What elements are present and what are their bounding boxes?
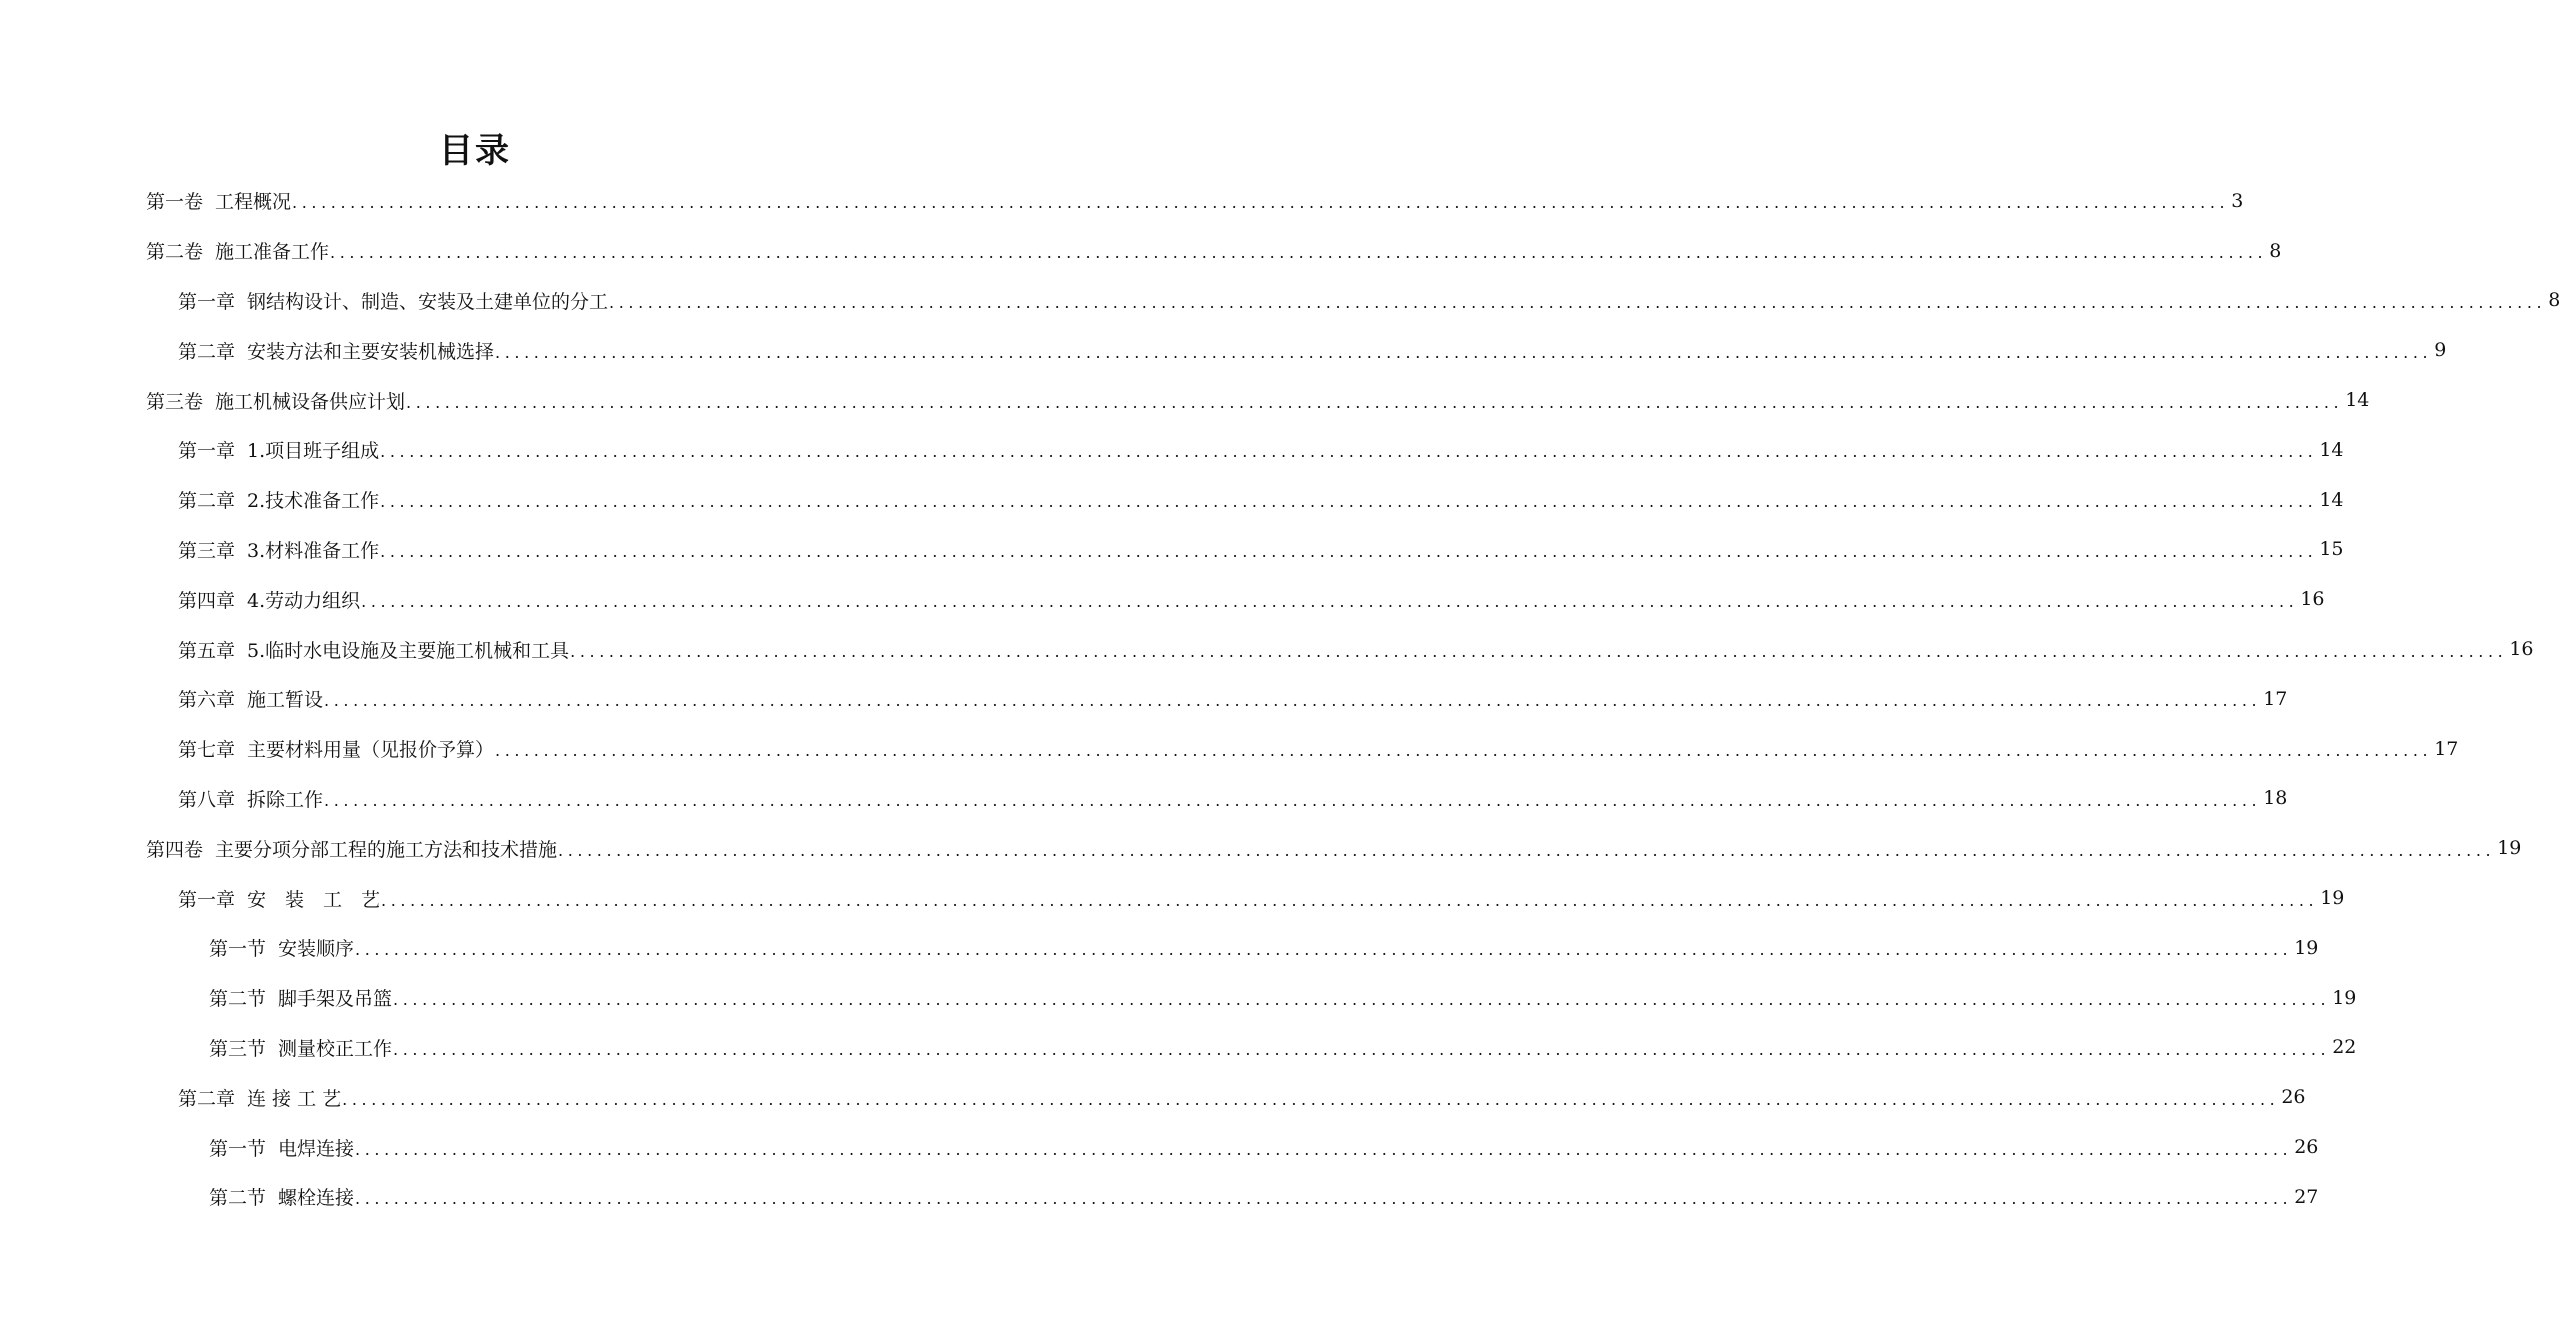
toc-entry-label [209,1034,392,1061]
toc-dot-leader: ........................................................................................................................................................................................................ [381,890,2319,910]
toc-entry-label [146,835,557,862]
toc-dot-leader: ........................................................................................................................................................................................................ [558,840,2496,860]
toc-entry[interactable] [0,873,2345,923]
toc-entry-number: 第二章 [178,490,236,513]
toc-page-number: 8 [2269,239,2282,262]
toc-entry-label [178,735,494,762]
toc-entry-number: 第七章 [178,739,236,762]
toc-entry-number: 第三卷 [146,390,204,413]
toc-page-number: 16 [2300,588,2325,611]
toc-entry-title: 施工准备工作 [215,241,330,264]
toc-page-number: 15 [2319,538,2344,561]
toc-entry-number: 第一章 [178,440,236,463]
toc-entry-label [178,287,608,314]
toc-entry-title: 施工暂设 [247,689,324,712]
toc-entry[interactable] [0,1072,2306,1122]
toc-dot-leader: ........................................................................................................................................................................................................ [361,591,2299,611]
toc-entry-number: 第六章 [178,689,236,712]
toc-entry-label [146,237,329,264]
toc-entry-title: 工程概况 [215,191,292,214]
toc-entry-title: 主要材料用量（见报价予算） [247,739,495,762]
toc-entry-title: 主要分项分部工程的施工方法和技术措施 [215,838,558,861]
toc-entry[interactable] [0,724,2459,774]
toc-entry[interactable] [0,674,2288,724]
toc-entry-number: 第一卷 [146,191,204,214]
toc-entry-title: 脚手架及吊篮 [278,988,393,1011]
toc-page-number: 22 [2332,1036,2357,1059]
toc-entry-number: 第四章 [178,589,236,612]
toc-entry-label [178,337,494,364]
toc-entry-number: 第三节 [209,1037,267,1060]
toc-entry-label [146,387,405,414]
toc-page-number: 14 [2345,389,2370,412]
toc-entry[interactable] [0,276,2560,326]
toc-entry[interactable] [0,375,2370,425]
toc-entry-label [178,436,379,463]
toc-dot-leader: ........................................................................................................................................................................................................ [406,392,2344,412]
toc-dot-leader: ........................................................................................................................................................................................................ [324,691,2262,711]
toc-entry-label [178,586,360,613]
toc-entry-title: 连 接 工 艺 [247,1087,342,1110]
toc-page-number: 16 [2509,638,2534,661]
toc-entry-number: 第一章 [178,290,236,313]
toc-entry-number: 第四卷 [146,838,204,861]
toc-entry[interactable] [0,823,2522,873]
toc-page-number: 19 [2320,887,2345,910]
toc-entry-number: 第二卷 [146,241,204,264]
toc-page-number: 19 [2497,837,2522,860]
toc-entry-number: 第三章 [178,539,236,562]
toc-page-number: 3 [2231,189,2244,212]
toc-page-number: 19 [2332,986,2357,1009]
toc-entry[interactable] [0,425,2344,475]
toc-dot-leader: ........................................................................................................................................................................................................ [324,790,2262,810]
toc-dot-leader: ........................................................................................................................................................................................................ [570,641,2508,661]
toc-dot-leader: ........................................................................................................................................................................................................ [495,342,2433,362]
toc-entry-title: 螺栓连接 [278,1187,355,1210]
toc-entry[interactable] [0,325,2447,375]
table-of-contents [0,176,2560,1222]
page-title: 目录 [439,131,511,171]
toc-entry-title: 施工机械设备供应计划 [215,390,406,413]
toc-entry[interactable] [0,1172,2319,1222]
toc-entry-number: 第二节 [209,988,267,1011]
toc-dot-leader: ........................................................................................................................................................................................................ [355,1189,2293,1209]
toc-entry-label [146,187,291,214]
toc-dot-leader: ........................................................................................................................................................................................................ [380,442,2318,462]
toc-entry-number: 第二章 [178,340,236,363]
toc-entry-label [178,1084,341,1111]
toc-entry[interactable] [0,574,2325,624]
toc-dot-leader: ........................................................................................................................................................................................................ [393,990,2331,1010]
toc-dot-leader: ........................................................................................................................................................................................................ [342,1089,2280,1109]
toc-page-number: 26 [2281,1086,2306,1109]
toc-entry-number: 第五章 [178,639,236,662]
toc-entry-title: 电焊连接 [278,1137,355,1160]
toc-page-number: 26 [2294,1136,2319,1159]
toc-entry-number: 第八章 [178,788,236,811]
toc-page-number: 18 [2263,787,2288,810]
toc-dot-leader: ........................................................................................................................................................................................................ [355,1139,2293,1159]
toc-entry[interactable] [0,525,2344,575]
toc-entry-title: 安装顺序 [278,938,355,961]
toc-dot-leader: ........................................................................................................................................................................................................ [355,940,2293,960]
toc-page-number: 14 [2319,438,2344,461]
toc-entry-title: 测量校正工作 [278,1037,393,1060]
toc-entry-label [178,685,323,712]
toc-dot-leader: ........................................................................................................................................................................................................ [380,492,2318,512]
toc-entry-title: 安 装 工 艺 [247,888,381,911]
toc-entry-title: 钢结构设计、制造、安装及土建单位的分工 [247,290,609,313]
toc-entry-label [209,984,392,1011]
toc-page-number: 14 [2319,488,2344,511]
toc-entry-title: 3.材料准备工作 [247,539,380,562]
toc-entry-title: 5.临时水电设施及主要施工机械和工具 [247,639,570,662]
toc-entry-number: 第一章 [178,888,236,911]
toc-entry-label [178,785,323,812]
toc-entry-number: 第一节 [209,938,267,961]
toc-entry[interactable] [0,1122,2319,1172]
toc-entry-label [209,1134,354,1161]
toc-page-number: 27 [2294,1185,2319,1208]
toc-dot-leader: ........................................................................................................................................................................................................ [380,541,2318,561]
toc-entry-number: 第二节 [209,1187,267,1210]
toc-dot-leader: ........................................................................................................................................................................................................ [330,243,2268,263]
toc-page-number: 19 [2294,936,2319,959]
toc-entry[interactable] [0,774,2288,824]
toc-entry-label [178,486,379,513]
toc-entry-number: 第一节 [209,1137,267,1160]
toc-entry[interactable] [0,923,2319,973]
toc-entry[interactable] [0,624,2534,674]
toc-dot-leader: ........................................................................................................................................................................................................ [292,193,2230,213]
toc-dot-leader: ........................................................................................................................................................................................................ [609,292,2547,312]
toc-entry-label [178,636,569,663]
toc-entry[interactable] [0,226,2282,276]
toc-entry[interactable] [0,475,2344,525]
toc-entry-title: 1.项目班子组成 [247,440,380,463]
toc-entry-title: 拆除工作 [247,788,324,811]
toc-entry-title: 2.技术准备工作 [247,490,380,513]
toc-page-number: 17 [2434,737,2459,760]
toc-dot-leader: ........................................................................................................................................................................................................ [495,741,2433,761]
toc-entry[interactable] [0,176,2244,226]
toc-dot-leader: ........................................................................................................................................................................................................ [393,1039,2331,1059]
toc-page-number: 17 [2263,687,2288,710]
toc-page-number: 8 [2548,289,2560,312]
toc-entry-label [178,536,379,563]
toc-page-number: 9 [2434,339,2447,362]
toc-entry[interactable] [0,973,2357,1023]
toc-entry[interactable] [0,1023,2357,1073]
toc-entry-number: 第二章 [178,1087,236,1110]
toc-entry-title: 4.劳动力组织 [247,589,361,612]
toc-entry-title: 安装方法和主要安装机械选择 [247,340,495,363]
toc-entry-label [178,885,380,912]
toc-entry-label [209,1183,354,1210]
toc-entry-label [209,934,354,961]
